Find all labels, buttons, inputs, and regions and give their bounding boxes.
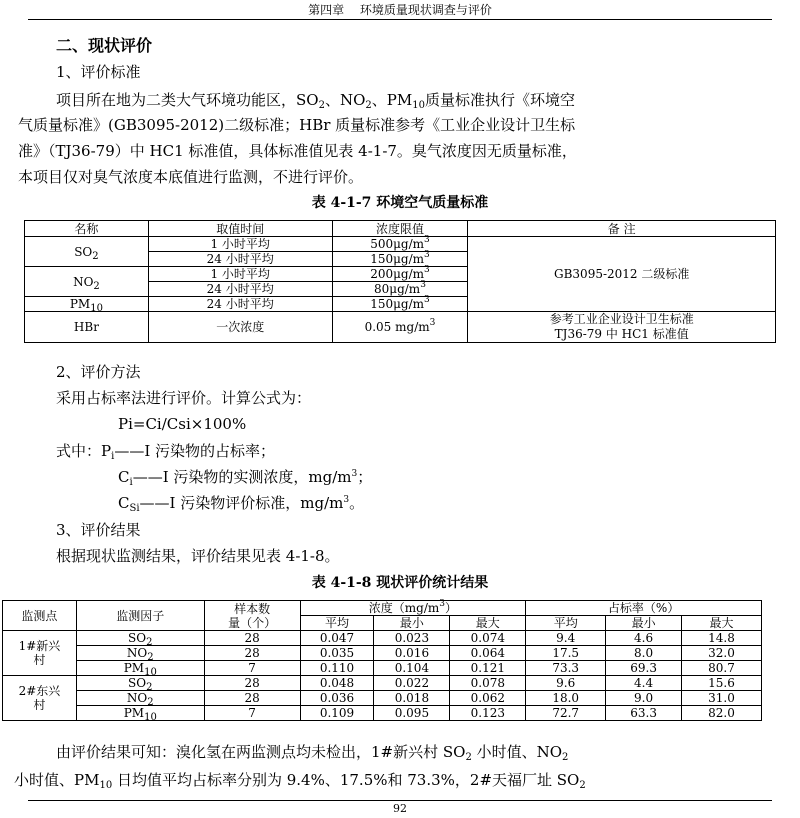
t2-cell: 0.123 [450, 706, 526, 721]
table-row [3, 646, 762, 661]
t2-site-2: 2#东兴 村 [3, 676, 77, 721]
t2-cell: 9.4 [526, 631, 606, 646]
t2-cell: 0.023 [374, 631, 450, 646]
t2-cell: 18.0 [526, 691, 606, 706]
t2-subheader: 平均 [300, 616, 374, 631]
t2-cell: 0.095 [374, 706, 450, 721]
table-row [3, 691, 762, 706]
t1-cell: $150\mu g/m^3$ [332, 297, 468, 312]
t1-hbr-name: HBr [25, 312, 149, 343]
t2-header-concentration: 浓度$(mg/m^3)$ [300, 601, 526, 616]
t2-cell: 0.047 [300, 631, 374, 646]
table-row [3, 631, 762, 646]
t2-cell: 69.3 [606, 661, 682, 676]
t1-cell: 1 小时平均 [148, 267, 332, 282]
t2-subheader: 最小 [374, 616, 450, 631]
t1-cell: $80\mu g/m^3$ [332, 282, 468, 297]
t2-cell: 0.048 [300, 676, 374, 691]
evaluation-results-table [2, 600, 762, 721]
def-c: $C_i——I$ 污染物的实测浓度，$mg/m^3$； [118, 468, 373, 488]
t2-factor: $NO_2$ [76, 646, 204, 661]
t2-cell: 73.3 [526, 661, 606, 676]
chapter-label: 第四章 [308, 3, 345, 17]
t1-so2-name: $SO_2$ [25, 237, 149, 267]
t2-header-samples: 样本数 量（个） [204, 601, 300, 631]
t2-cell: 0.016 [374, 646, 450, 661]
table1-caption: 表 4-1-7 环境空气质量标准 [311, 195, 489, 211]
subsection-method: 2、评价方法 [56, 363, 141, 381]
t2-cell: 28 [204, 676, 300, 691]
footer-divider [28, 800, 772, 801]
t2-header-factor: 监测因子 [76, 601, 204, 631]
t1-cell: 24 小时平均 [148, 252, 332, 267]
t2-cell: 4.4 [606, 676, 682, 691]
t2-subheader: 最大 [450, 616, 526, 631]
method-line: 采用占标率法进行评价。计算公式为： [56, 389, 312, 407]
t2-cell: 82.0 [682, 706, 762, 721]
section-title: 二、现状评价 [56, 36, 153, 55]
t2-cell: 31.0 [682, 691, 762, 706]
t1-header-limit: 浓度限值 [332, 221, 468, 237]
result-line: 根据现状监测结果，评价结果见表 4-1-8。 [56, 547, 340, 565]
t2-cell: 28 [204, 646, 300, 661]
conclusion-line1: 由评价结果可知：溴化氢在两监测点均未检出，1#新兴村 $SO_2$ 小时值、$NO_2$ [56, 743, 569, 763]
t2-cell: 0.104 [374, 661, 450, 676]
t2-subheader: 最大 [682, 616, 762, 631]
t2-cell: 14.8 [682, 631, 762, 646]
t1-cell: 24 小时平均 [148, 282, 332, 297]
table-row [3, 676, 762, 691]
t2-cell: 0.064 [450, 646, 526, 661]
t1-no2-name: $NO_2$ [25, 267, 149, 297]
t2-cell: 7 [204, 706, 300, 721]
t2-cell: 0.062 [450, 691, 526, 706]
t2-factor: $PM_{10}$ [76, 661, 204, 676]
t2-factor: $SO_2$ [76, 631, 204, 646]
table-row [3, 706, 762, 721]
para1-line3: 准》（TJ36-79）中 HC1 标准值，具体标准值见表 4-1-7。臭气浓度因无质量标准， [18, 142, 577, 160]
t2-cell: 0.018 [374, 691, 450, 706]
t2-cell: 0.035 [300, 646, 374, 661]
t2-factor: $NO_2$ [76, 691, 204, 706]
t2-cell: 0.036 [300, 691, 374, 706]
subsection-result: 3、评价结果 [56, 521, 141, 539]
t2-cell: 72.7 [526, 706, 606, 721]
t2-cell: 4.6 [606, 631, 682, 646]
t2-cell: 9.0 [606, 691, 682, 706]
t2-cell: 7 [204, 661, 300, 676]
t2-cell: 15.6 [682, 676, 762, 691]
page-number: 92 [393, 802, 407, 815]
t2-cell: 0.078 [450, 676, 526, 691]
chapter-title: 环境质量现状调查与评价 [359, 3, 492, 17]
page-header [28, 2, 772, 20]
t2-subheader: 平均 [526, 616, 606, 631]
t2-cell: 9.6 [526, 676, 606, 691]
t2-cell: 32.0 [682, 646, 762, 661]
t2-factor: $SO_2$ [76, 676, 204, 691]
t1-hbr-time: 一次浓度 [148, 312, 332, 343]
t2-subheader: 最小 [606, 616, 682, 631]
t2-cell: 0.022 [374, 676, 450, 691]
t2-cell: 0.121 [450, 661, 526, 676]
t1-hbr-limit: 0.05 $mg/m^3$ [332, 312, 468, 343]
t2-cell: 28 [204, 631, 300, 646]
t1-header-note: 备 注 [468, 221, 776, 237]
t2-cell: 0.110 [300, 661, 374, 676]
t2-cell: 0.109 [300, 706, 374, 721]
subsection-criteria: 1、评价标准 [56, 63, 141, 81]
t1-cell: 1 小时平均 [148, 237, 332, 252]
formula: Pi=Ci/Csi×100% [118, 415, 247, 433]
air-quality-standard-table [24, 220, 776, 343]
table2-caption: 表 4-1-8 现状评价统计结果 [311, 575, 489, 591]
t1-header-name: 名称 [25, 221, 149, 237]
table-row [3, 661, 762, 676]
t2-site-1: 1#新兴 村 [3, 631, 77, 676]
t1-pm10-name: $PM_{10}$ [25, 297, 149, 312]
t2-header-point: 监测点 [3, 601, 77, 631]
para1-line4: 本项目仅对臭气浓度本底值进行监测，不进行评价。 [18, 168, 364, 186]
t1-hbr-note: 参考工业企业设计卫生标准 TJ36-79 中 HC1 标准值 [468, 312, 776, 343]
conclusion-line2: 小时值、$PM_{10}$ 日均值平均占标率分别为 9.4%、17.5%和 73.3%，2#天福厂址 $SO_2$ [14, 771, 586, 791]
para1-line2: 气质量标准》(GB3095-2012)二级标准；HBr 质量标准参考《工业企业设计卫生标 [18, 116, 576, 134]
def-p: 式中：$P_i——I$ 污染物的占标率； [56, 442, 276, 462]
t1-cell: $500\mu g/m^3$ [332, 237, 468, 252]
t2-cell: 0.074 [450, 631, 526, 646]
t2-header-ratio: 占标率（%） [526, 601, 762, 616]
t1-cell: $200\mu g/m^3$ [332, 267, 468, 282]
def-cs: $C_{Si}——I$ 污染物评价标准，$mg/m^3$。 [118, 494, 365, 514]
t2-factor: $PM_{10}$ [76, 706, 204, 721]
t2-cell: 63.3 [606, 706, 682, 721]
t1-note-main: GB3095-2012 二级标准 [468, 237, 776, 312]
t2-cell: 8.0 [606, 646, 682, 661]
t1-cell: 24 小时平均 [148, 297, 332, 312]
t2-cell: 80.7 [682, 661, 762, 676]
t2-cell: 28 [204, 691, 300, 706]
t1-header-time: 取值时间 [148, 221, 332, 237]
t1-cell: $150\mu g/m^3$ [332, 252, 468, 267]
para1-line1: 项目所在地为二类大气环境功能区，$SO_2$、$NO_2$、$PM_{10}$质量标准执行《环境空 [56, 91, 575, 111]
t2-cell: 17.5 [526, 646, 606, 661]
